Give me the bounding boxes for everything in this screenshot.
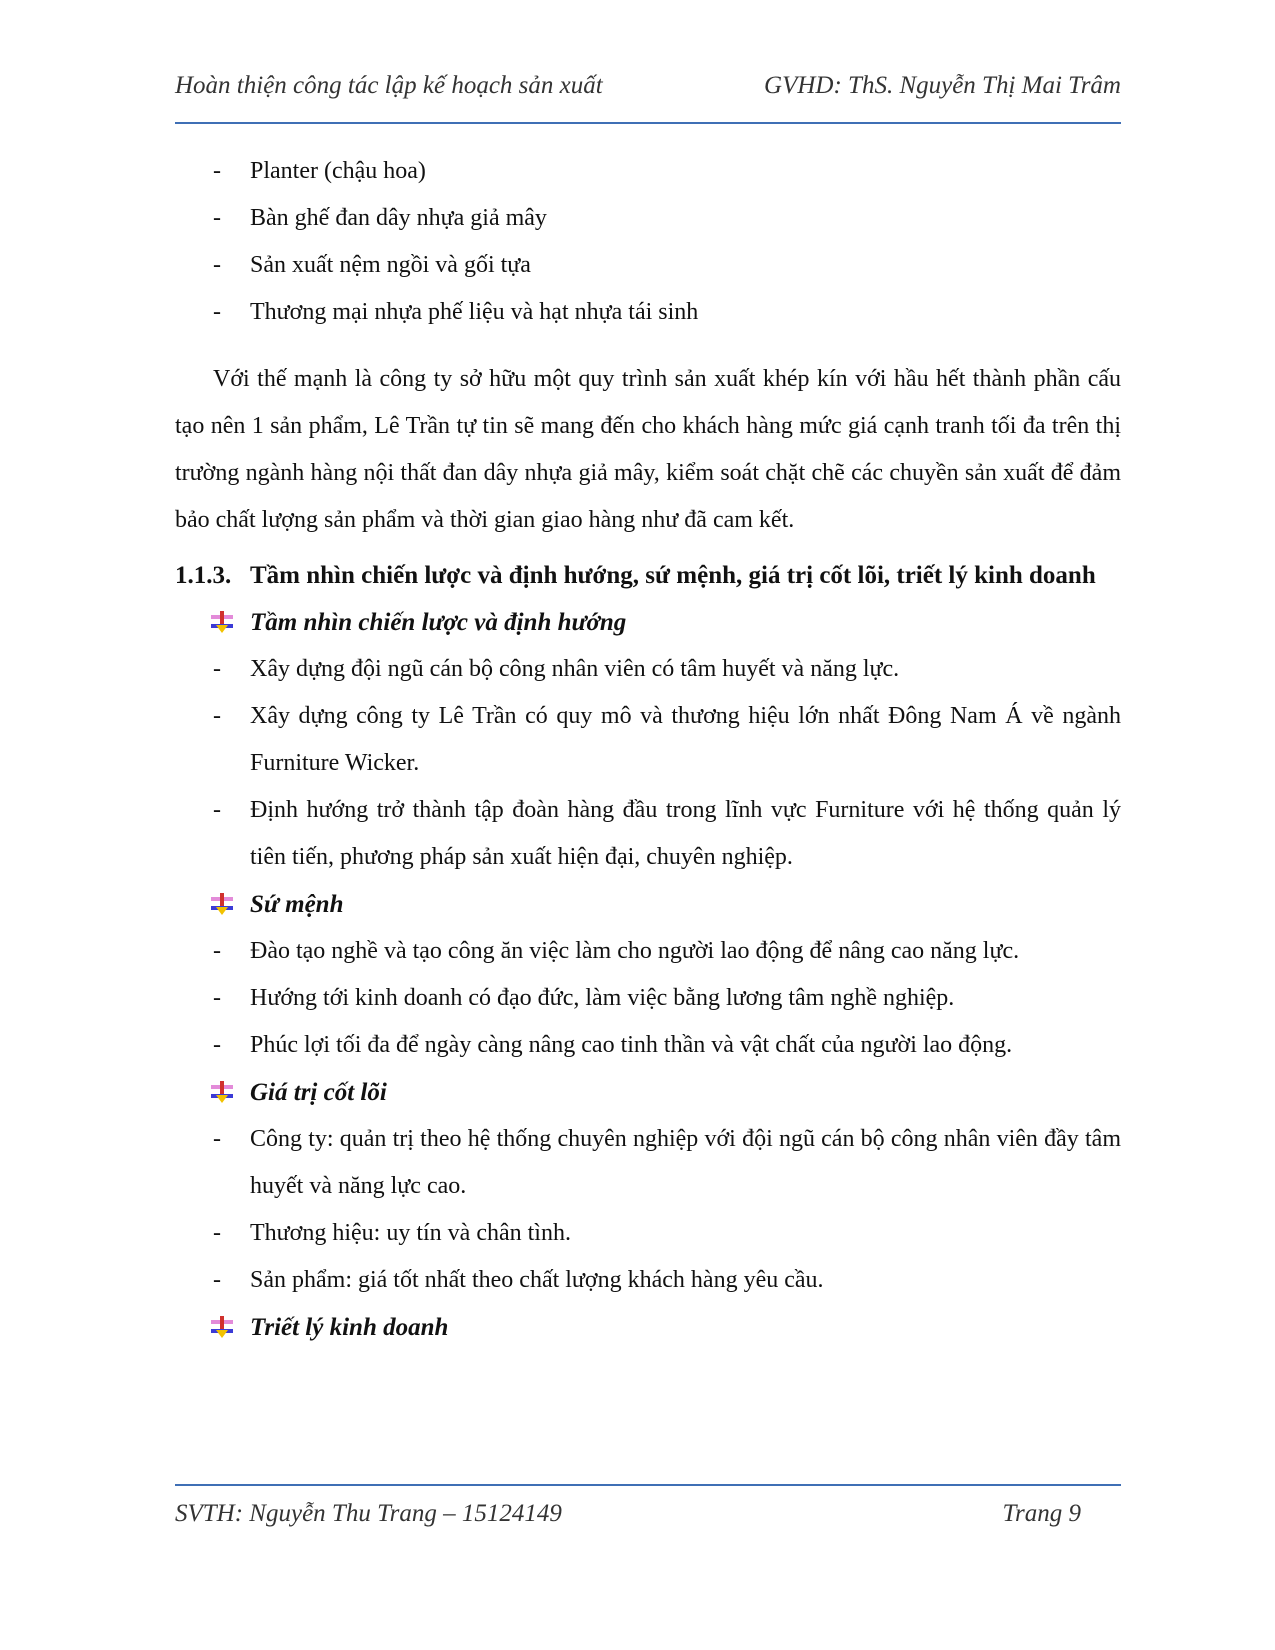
list-item: - Đào tạo nghề và tạo công ăn việc làm cho người lao động để nâng cao năng lực. <box>175 928 1121 975</box>
list-item: - Công ty: quản trị theo hệ thống chuyên nghiệp với đội ngũ cán bộ công nhân viên đầy tâm huyết và năng lực cao. <box>175 1116 1121 1210</box>
list-item: - Hướng tới kinh doanh có đạo đức, làm việc bằng lương tâm nghề nghiệp. <box>175 975 1121 1022</box>
subsection-vision-heading: Tầm nhìn chiến lược và định hướng <box>175 599 1121 646</box>
vision-list <box>175 646 1121 881</box>
dash-marker: - <box>213 205 221 231</box>
dash-marker: - <box>213 299 221 325</box>
header-rule <box>175 122 1121 124</box>
dash-marker: - <box>213 252 221 278</box>
body-paragraph: Với thế mạnh là công ty sở hữu một quy trình sản xuất khép kín với hầu hết thành phần cấu tạo nên 1 sản phẩm, Lê Trần tự tin sẽ mang đến cho khách hàng mức giá cạnh tranh tối đa trên thị trường ngành hàng nội thất đan dây nhựa giả mây, kiểm soát chặt chẽ các chuyền sản xuất để đảm bảo chất lượng sản phẩm và thời gian giao hàng như đã cam kết. <box>175 366 1121 533</box>
list-item: - Sản xuất nệm ngồi và gối tựa <box>175 242 1121 289</box>
section-number: 1.1.3. <box>175 562 232 589</box>
list-item: - Thương mại nhựa phế liệu và hạt nhựa tái sinh <box>175 289 1121 336</box>
header-title: Hoàn thiện công tác lập kế hoạch sản xuất <box>175 72 603 99</box>
dash-marker: - <box>213 656 221 682</box>
dash-marker: - <box>213 1126 221 1152</box>
list-item: - Xây dựng công ty Lê Trần có quy mô và thương hiệu lớn nhất Đông Nam Á về ngành Furniture Wicker. <box>175 693 1121 787</box>
page-number: Trang 9 <box>1002 1500 1081 1527</box>
arrow-bullet-icon <box>211 1081 233 1103</box>
page-body <box>175 148 1121 1351</box>
arrow-bullet-icon <box>211 1316 233 1338</box>
dash-marker: - <box>213 797 221 823</box>
list-item: - Sản phẩm: giá tốt nhất theo chất lượng khách hàng yêu cầu. <box>175 1257 1121 1304</box>
list-item: - Xây dựng đội ngũ cán bộ công nhân viên có tâm huyết và năng lực. <box>175 646 1121 693</box>
footer-student: SVTH: Nguyễn Thu Trang – 15124149 <box>175 1500 562 1527</box>
section-title: Tầm nhìn chiến lược và định hướng, sứ mệnh, giá trị cốt lõi, triết lý kinh doanh <box>250 562 1096 589</box>
list-item: - Phúc lợi tối đa để ngày càng nâng cao tinh thần và vật chất của người lao động. <box>175 1022 1121 1069</box>
dash-marker: - <box>213 1032 221 1058</box>
dash-marker: - <box>213 1220 221 1246</box>
subsection-values-heading: Giá trị cốt lõi <box>175 1069 1121 1116</box>
values-list <box>175 1116 1121 1304</box>
list-item: - Thương hiệu: uy tín và chân tình. <box>175 1210 1121 1257</box>
dash-marker: - <box>213 703 221 729</box>
dash-marker: - <box>213 938 221 964</box>
product-list <box>175 148 1121 336</box>
dash-marker: - <box>213 1267 221 1293</box>
footer-rule <box>175 1484 1121 1486</box>
dash-marker: - <box>213 158 221 184</box>
subsection-mission-heading: Sứ mệnh <box>175 881 1121 928</box>
dash-marker: - <box>213 985 221 1011</box>
header-advisor: GVHD: ThS. Nguyễn Thị Mai Trâm <box>764 72 1121 99</box>
arrow-bullet-icon <box>211 893 233 915</box>
list-item: - Bàn ghế đan dây nhựa giả mây <box>175 195 1121 242</box>
list-item: - Định hướng trở thành tập đoàn hàng đầu trong lĩnh vực Furniture với hệ thống quản lý tiên tiến, phương pháp sản xuất hiện đại, chuyên nghiệp. <box>175 787 1121 881</box>
subsection-philosophy-heading: Triết lý kinh doanh <box>175 1304 1121 1351</box>
arrow-bullet-icon <box>211 611 233 633</box>
section-heading <box>175 552 1121 599</box>
page-header <box>175 72 1121 108</box>
list-item: - Planter (chậu hoa) <box>175 148 1121 195</box>
mission-list <box>175 928 1121 1069</box>
